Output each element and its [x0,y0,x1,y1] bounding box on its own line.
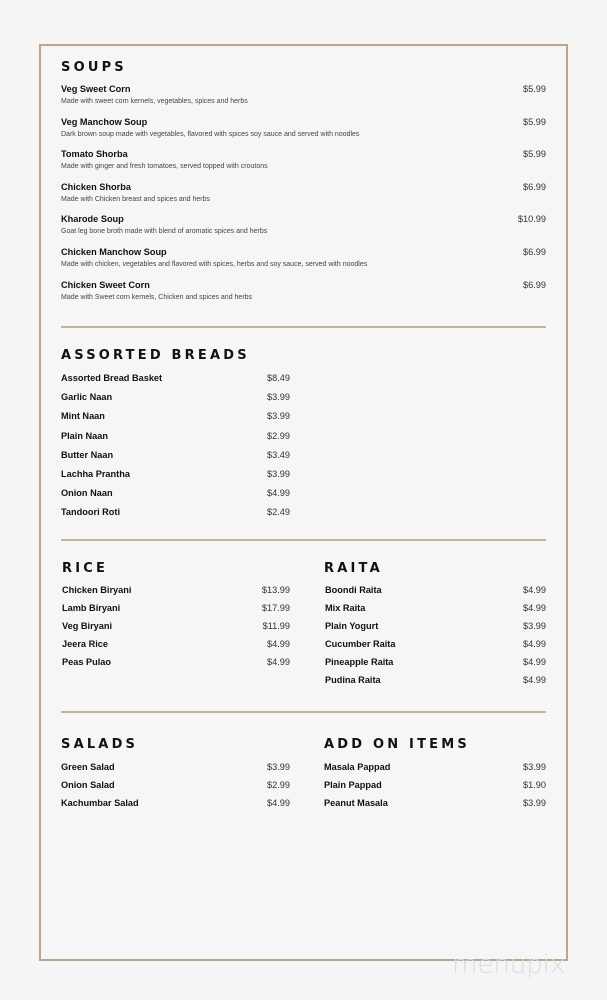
item-name: Green Salad [61,762,115,772]
item-name: Plain Yogurt [325,620,379,631]
item-name: Tandoori Roti [61,507,121,518]
menu-item [325,675,546,689]
item-price: $5.99 [523,116,546,127]
item-name: Lachha Prantha [61,469,130,479]
menu-item [61,450,290,464]
item-name: Cucumber Raita [325,638,396,649]
item-price: $3.49 [267,449,290,460]
item-price: $4.99 [523,585,546,595]
item-name: Mint Naan [61,411,105,422]
item-price: $3.99 [267,411,290,422]
item-name: Boondi Raita [325,585,382,595]
watermark-logo: menupix [452,950,566,980]
item-name: Plain Pappad [324,780,382,790]
menu-item [324,780,546,794]
item-price: $17.99 [261,603,290,613]
item-description: Goat leg bone broth made with blend of aromatic spices and herbs [61,228,268,236]
section-title-salads: SALADS [61,737,139,752]
item-price: $1.90 [523,780,546,790]
menu-item [61,798,290,812]
item-description: Made with ginger and fresh tomatoes, served topped with croutons [61,163,268,171]
section-title-breads: ASSORTED BREADS [61,348,250,363]
menu-item [61,411,290,425]
item-price: $4.99 [267,657,290,667]
item-description: Made with Chicken breast and spices and herbs [61,195,211,203]
item-price: $2.99 [267,780,290,790]
menu-item [324,798,546,812]
item-name: Chicken Shorba [61,181,131,192]
section-title-rice: RICE [62,561,109,576]
item-description: Made with sweet corn kernels, vegetables, spices and herbs [61,98,248,105]
item-price: $6.99 [523,181,546,192]
menu-item [61,279,546,301]
menu-item [325,657,546,671]
item-price: $4.99 [523,638,546,649]
item-price: $4.99 [523,674,546,685]
item-name: Onion Salad [61,780,115,790]
item-name: Veg Manchow Soup [61,116,148,127]
item-name: Chicken Biryani [62,585,132,595]
menu-item [61,469,290,483]
item-price: $13.99 [261,585,290,595]
item-name: Tomato Shorba [61,149,128,160]
item-description: Made with chicken, vegetables and flavored with spices, herbs and soy sauce, served with noodles [61,261,368,268]
item-price: $3.99 [267,762,290,772]
menu-item [61,116,546,138]
menu-item [61,84,546,105]
item-price: $4.99 [267,798,290,808]
item-name: Chicken Sweet Corn [61,279,150,290]
menu-item [325,621,546,635]
item-name: Mix Raita [325,602,366,613]
menu-item [61,488,290,502]
item-name: Peanut Masala [324,798,388,808]
item-name: Veg Biryani [62,621,113,631]
item-name: Peas Pulao [62,657,112,667]
menu-item [61,149,546,171]
menu-item [61,431,290,445]
item-name: Pudina Raita [325,674,381,685]
item-name: Kachumbar Salad [61,798,139,808]
item-price: $4.99 [267,488,290,499]
item-name: Masala Pappad [324,762,391,772]
item-price: $5.99 [523,84,546,94]
section-title-soups: SOUPS [61,60,127,75]
item-price: $2.99 [267,430,290,441]
item-name: Chicken Manchow Soup [61,247,167,257]
item-description: Made with Sweet corn kernels, Chicken and spices and herbs [61,293,253,301]
menu-item [62,639,290,653]
item-description: Dark brown soup made with vegetables, flavored with spices soy sauce and served with noodles [61,130,360,138]
menu-item [61,214,546,236]
item-name: Butter Naan [61,449,114,460]
menu-item [61,181,546,203]
item-name: Lamb Biryani [62,603,121,613]
item-price: $11.99 [262,621,290,631]
item-price: $2.49 [267,507,290,518]
menu-item [62,657,290,671]
section-divider [61,539,546,541]
item-price: $6.99 [523,247,546,257]
item-price: $6.99 [523,279,546,290]
menu-item [61,247,546,268]
item-price: $4.99 [523,656,546,667]
menu-item [62,603,290,617]
section-divider [61,326,546,328]
item-name: Garlic Naan [61,392,113,403]
item-name: Plain Naan [61,430,108,441]
item-price: $3.99 [523,620,546,631]
section-title-addons: ADD ON ITEMS [324,737,470,752]
menu-item [325,639,546,653]
item-name: Onion Naan [61,488,113,499]
item-name: Veg Sweet Corn [61,84,131,94]
item-price: $3.99 [523,762,546,772]
section-divider [61,711,546,713]
item-price: $10.99 [517,214,546,225]
item-name: Pineapple Raita [325,656,394,667]
item-price: $5.99 [523,149,546,160]
item-price: $8.49 [267,373,290,383]
menu-item [61,373,290,387]
menu-item [61,507,290,521]
item-name: Kharode Soup [61,214,124,225]
menu-item [325,585,546,599]
section-title-raita: RAITA [324,561,383,576]
menu-item [61,780,290,794]
item-price: $4.99 [523,602,546,613]
item-price: $3.99 [267,469,290,479]
item-price: $3.99 [267,392,290,403]
item-name: Assorted Bread Basket [61,373,163,383]
item-name: Jeera Rice [62,639,108,649]
menu-item [62,585,290,599]
item-price: $4.99 [267,639,290,649]
menu-item [325,603,546,617]
menu-item [324,762,546,776]
item-price: $3.99 [523,798,546,808]
menu-item [61,392,290,406]
menu-item [62,621,290,635]
menu-item [61,762,290,776]
